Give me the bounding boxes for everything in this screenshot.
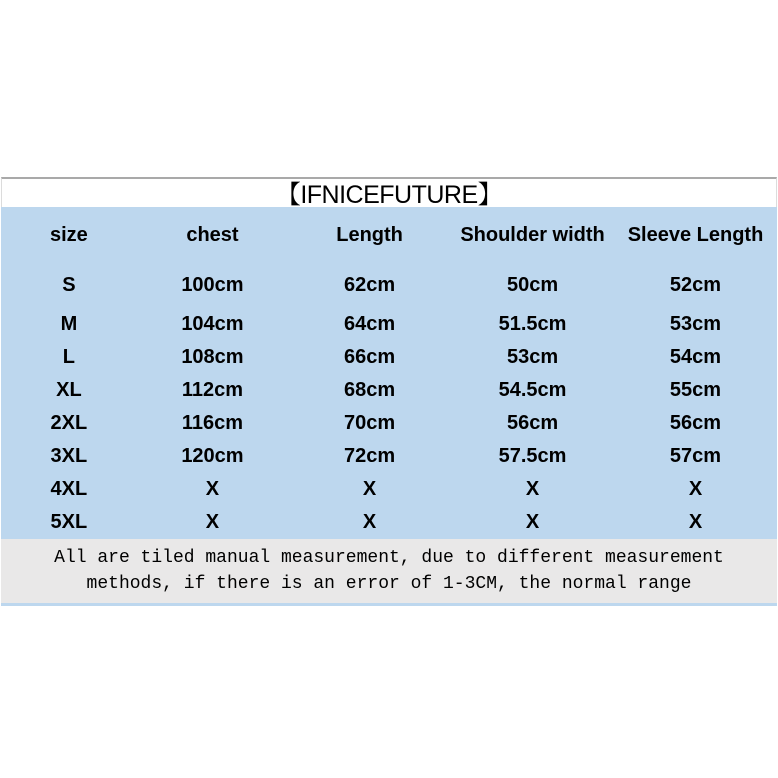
cell-size: L (62, 346, 75, 368)
table-row-2xl (1, 407, 777, 440)
disclaimer-line-1: All are tiled manual measurement, due to different measurement (54, 548, 724, 568)
cell-shoulder: 54.5cm (498, 379, 567, 401)
column-header-size: size (49, 223, 88, 246)
cell-shoulder: 56cm (506, 412, 559, 434)
cell-length: 64cm (344, 313, 396, 335)
cell-shoulder: 50cm (506, 274, 559, 296)
cell-sleeve: X (688, 511, 703, 533)
table-row-4xl (1, 473, 777, 506)
cell-shoulder: 57.5cm (498, 445, 567, 467)
cell-length: 66cm (344, 346, 396, 368)
cell-shoulder: X (525, 478, 540, 500)
table-header-row (1, 207, 777, 263)
cell-sleeve: 55cm (669, 379, 722, 401)
cell-sleeve: 54cm (669, 346, 722, 368)
cell-shoulder: 53cm (506, 346, 559, 368)
title-band (1, 177, 777, 207)
cell-chest: X (205, 478, 220, 500)
cell-length: 70cm (344, 412, 396, 434)
cell-length: 62cm (344, 274, 396, 296)
column-header-sleeve: Sleeve Length (627, 223, 764, 246)
column-header-shoulder: Shoulder width (460, 223, 605, 246)
disclaimer-line-2: methods, if there is an error of 1-3CM, the normal range (86, 574, 692, 594)
table-row-xl (1, 374, 777, 407)
table-row-3xl (1, 440, 777, 473)
size-chart-sheet (1, 177, 777, 606)
column-header-chest: chest (186, 223, 239, 246)
cell-size: 3XL (50, 445, 88, 467)
cell-chest: 104cm (181, 313, 244, 335)
cell-sleeve: 53cm (669, 313, 722, 335)
table-row-s (1, 263, 777, 308)
cell-chest: X (205, 511, 220, 533)
cell-chest: 108cm (181, 346, 244, 368)
cell-chest: 116cm (181, 412, 244, 434)
cell-chest: 120cm (181, 445, 244, 467)
cell-size: 5XL (50, 511, 88, 533)
cell-sleeve: 57cm (669, 445, 722, 467)
size-chart-table (1, 207, 777, 539)
cell-shoulder: 51.5cm (498, 313, 567, 335)
cell-length: X (362, 511, 377, 533)
cell-length: 72cm (344, 445, 396, 467)
cell-size: 4XL (50, 478, 88, 500)
cell-sleeve: 56cm (669, 412, 722, 434)
cell-length: 68cm (344, 379, 396, 401)
cell-size: S (62, 274, 76, 296)
cell-sleeve: 52cm (669, 274, 722, 296)
cell-chest: 112cm (181, 379, 244, 401)
cell-size: M (60, 313, 78, 335)
column-header-length: Length (336, 223, 403, 246)
cell-size: XL (56, 379, 82, 401)
table-row-5xl (1, 506, 777, 539)
cell-length: X (362, 478, 377, 500)
measurement-disclaimer (1, 539, 777, 603)
cell-sleeve: X (688, 478, 703, 500)
table-row-m (1, 308, 777, 341)
cell-size: 2XL (50, 412, 88, 434)
table-block (1, 207, 777, 606)
cell-chest: 100cm (181, 274, 244, 296)
cell-shoulder: X (525, 511, 540, 533)
table-row-l (1, 341, 777, 374)
brand-title: 【IFNICEFUTURE】 (275, 181, 503, 209)
